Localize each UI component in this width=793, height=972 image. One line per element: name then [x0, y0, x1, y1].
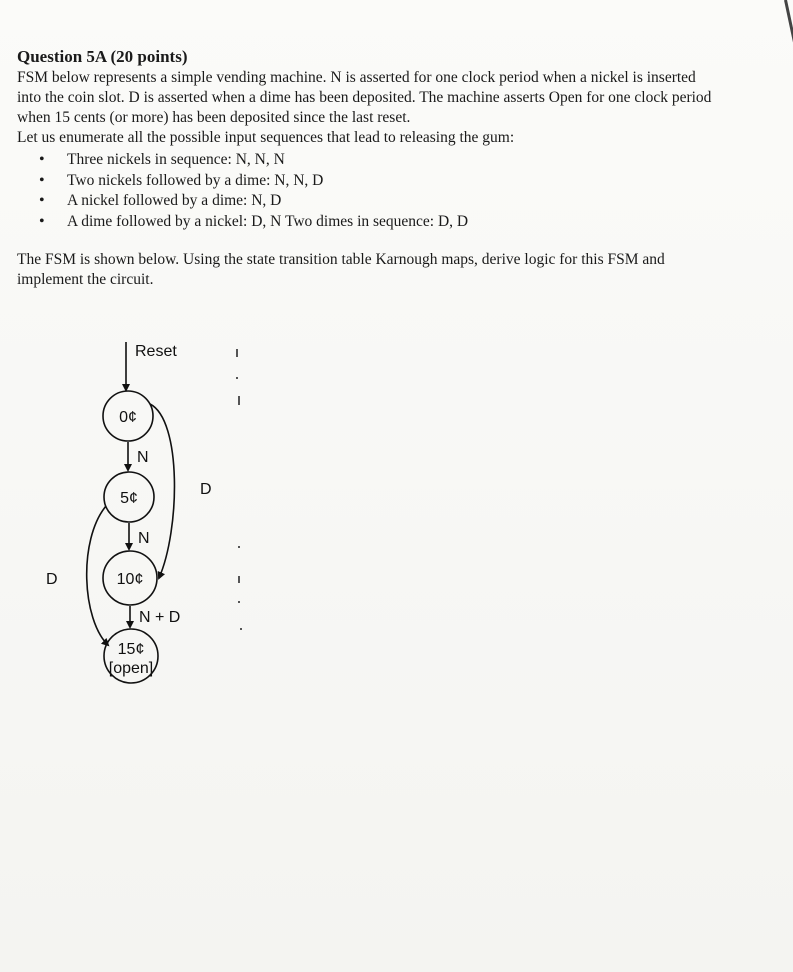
scan-speck: [238, 546, 240, 548]
sequence-item-4: • A dime followed by a nickel: D, N Two dimes in sequence: D, D: [39, 212, 767, 233]
state-10-label: 10¢: [116, 571, 144, 588]
transition-5-to-10-label: N: [138, 530, 150, 547]
reset-label: Reset: [135, 343, 177, 360]
transition-10-to-15-label: N + D: [139, 609, 181, 626]
state-5-label: 5¢: [120, 490, 138, 507]
scan-speck: [236, 377, 238, 379]
scan-speck: [240, 628, 242, 630]
scan-speck: [238, 601, 240, 603]
transition-5-to-15-label: D: [46, 571, 58, 588]
scan-speck: [236, 349, 238, 357]
transition-0-to-5-label: N: [137, 449, 149, 466]
state-0-label: 0¢: [119, 409, 137, 426]
state-15-label: 15¢: [117, 641, 145, 658]
intro-line-4: Let us enumerate all the possible input sequences that lead to releasing the gum:: [17, 129, 515, 146]
question-title: Question 5A (20 points): [17, 47, 188, 66]
state-15-output: [open]: [108, 660, 154, 677]
scan-speck: [238, 576, 240, 583]
transition-0-to-10-label: D: [200, 481, 212, 498]
task-line-2: implement the circuit.: [17, 271, 154, 288]
transition-5-to-15-dime: [87, 506, 108, 645]
intro-line-3: when 15 cents (or more) has been deposited since the last reset.: [17, 109, 411, 126]
sequence-item-1: • Three nickels in sequence: N, N, N: [39, 150, 767, 171]
sequence-item-2: • Two nickels followed by a dime: N, N, D: [39, 171, 767, 192]
intro-line-2: into the coin slot. D is asserted when a dime has been deposited. The machine asserts Open for one clock period: [17, 89, 712, 106]
scan-speck: [238, 396, 240, 405]
sequence-item-3: • A nickel followed by a dime: N, D: [39, 191, 767, 212]
intro-line-1: FSM below represents a simple vending machine. N is asserted for one clock period when a nickel is inserted: [17, 69, 696, 86]
task-line-1: The FSM is shown below. Using the state transition table Karnough maps, derive logic for this FSM and: [17, 251, 665, 268]
